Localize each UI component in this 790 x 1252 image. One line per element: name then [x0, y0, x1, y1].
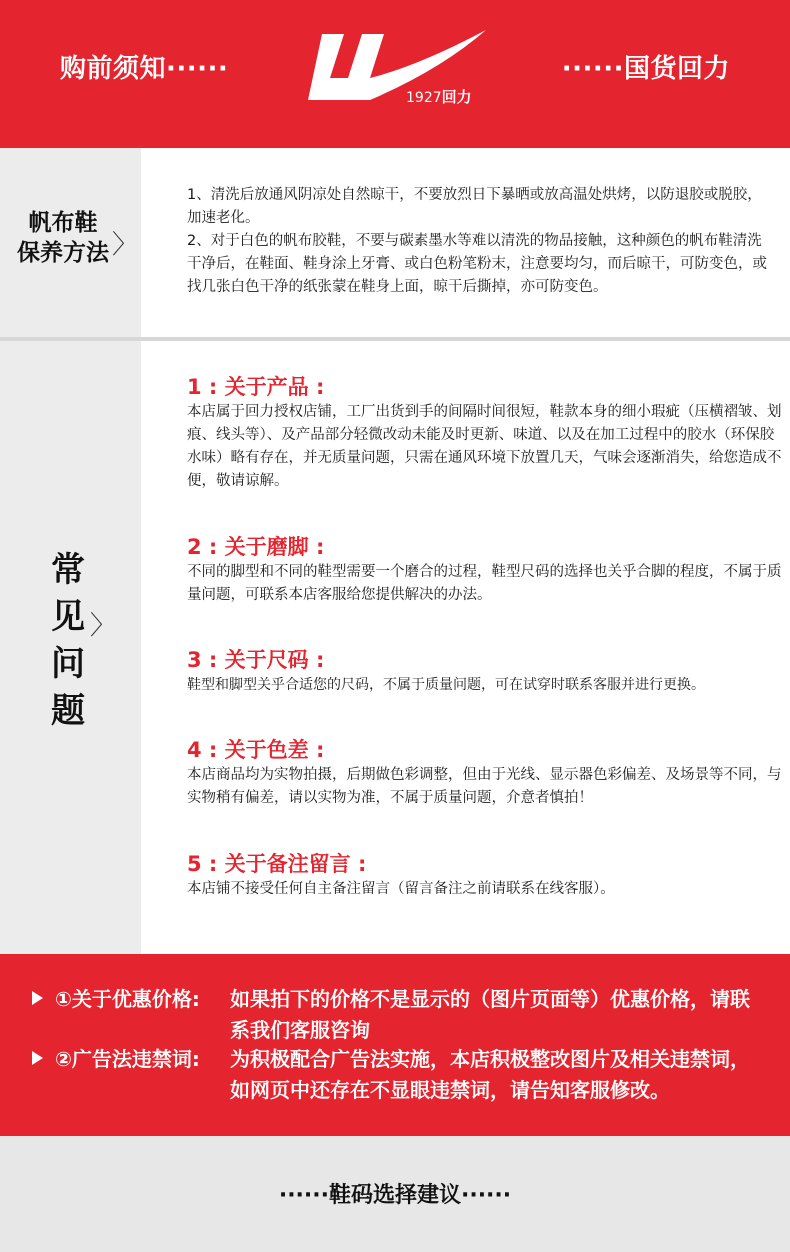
chevron-right-icon: 〉 [90, 611, 117, 641]
faq-side-panel [0, 341, 141, 954]
care-text [187, 184, 772, 299]
faq-content [141, 341, 790, 954]
faq-body: 本店属于回力授权店铺，工厂出货到手的间隔时间很短，鞋款本身的细小瑕疵（压横褶皱、划痕、线头等）、及产品部分轻微改动未能及时更新、味道、以及在加工过程中的胶水（环保胶水味）略有存在，并无质量问题，只需在通风环境下放置几天，气味会逐渐消失，给您造成不便，敬请谅解。 [187, 404, 782, 489]
header-right-title: ······国货回力 [561, 54, 730, 84]
faq-body: 本店铺不接受任何自主备注留言（留言备注之前请联系在线客服）。 [187, 881, 615, 897]
care-section-label [8, 208, 118, 268]
notice-item [32, 984, 772, 1046]
triangle-right-icon [32, 1051, 43, 1065]
faq-body: 本店商品均为实物拍摄，后期做色彩调整，但由于光线、显示器色彩偏差、及场景等不同，与实物稍有偏差，请以实物为准，不属于质量问题，介意者慎拍！ [187, 767, 782, 806]
faq-label-char: 题 [51, 691, 85, 731]
notice-item [32, 1044, 772, 1106]
logo-caption [406, 86, 472, 107]
care-content [141, 148, 790, 337]
logo-brand: 回力 [441, 88, 472, 106]
faq-label-char: 见 [51, 597, 85, 637]
faq-section-label [46, 547, 90, 735]
faq-item [187, 646, 787, 697]
notice-banner [0, 954, 790, 1136]
size-advice-title: ······鞋码选择建议······ [278, 1183, 512, 1208]
notice-text: 如果拍下的价格不是显示的（图片页面等）优惠价格，请联系我们客服咨询 [230, 987, 750, 1042]
triangle-right-icon [32, 991, 43, 1005]
faq-item [187, 373, 787, 493]
care-label-line1: 帆布鞋 [28, 210, 98, 236]
faq-title: 2 : 关于磨脚 : [187, 535, 325, 559]
logo-year: 1927 [406, 90, 442, 106]
faq-item [187, 736, 787, 810]
header-banner [0, 0, 790, 148]
faq-title: 1 : 关于产品 : [187, 375, 325, 399]
header-left-title: 购前须知······ [60, 54, 229, 84]
faq-label-char: 常 [51, 550, 85, 590]
care-side-panel [0, 148, 141, 337]
faq-body: 不同的脚型和不同的鞋型需要一个磨合的过程，鞋型尺码的选择也关乎合脚的程度，不属于质量问题，可联系本店客服给您提供解决的办法。 [187, 564, 782, 603]
faq-title: 4 : 关于色差 : [187, 738, 325, 762]
notice-label [32, 984, 200, 1015]
faq-item [187, 850, 787, 901]
size-advice-section [0, 1136, 790, 1252]
notice-label [32, 1044, 200, 1075]
notice-label-text: ②广告法违禁词: [55, 1047, 200, 1071]
care-paragraph: 2、对于白色的帆布胶鞋，不要与碳素墨水等难以清洗的物品接触，这种颜色的帆布鞋清洗干净后，在鞋面、鞋身涂上牙膏、或白色粉笔粉末，注意要均匀，而后晾干，可防变色，或找几张白色干净的纸张蒙在鞋身上面，晾干后撕掉，亦可防变色。 [187, 233, 767, 295]
chevron-right-icon: 〉 [112, 230, 139, 260]
faq-item [187, 533, 787, 607]
care-label-line2: 保养方法 [17, 240, 109, 266]
faq-title: 5 : 关于备注留言 : [187, 852, 367, 876]
faq-label-char: 问 [51, 644, 85, 684]
faq-body: 鞋型和脚型关乎合适您的尺码，不属于质量问题，可在试穿时联系客服并进行更换。 [187, 677, 705, 693]
faq-title: 3 : 关于尺码 : [187, 648, 325, 672]
notice-label-text: ①关于优惠价格: [55, 987, 200, 1011]
notice-text: 为积极配合广告法实施，本店积极整改图片及相关违禁词，如网页中还存在不显眼违禁词，请告知客服修改。 [230, 1047, 750, 1102]
care-paragraph: 1、清洗后放通风阴凉处自然晾干，不要放烈日下暴晒或放高温处烘烤，以防退胶或脱胶，加速老化。 [187, 187, 762, 226]
